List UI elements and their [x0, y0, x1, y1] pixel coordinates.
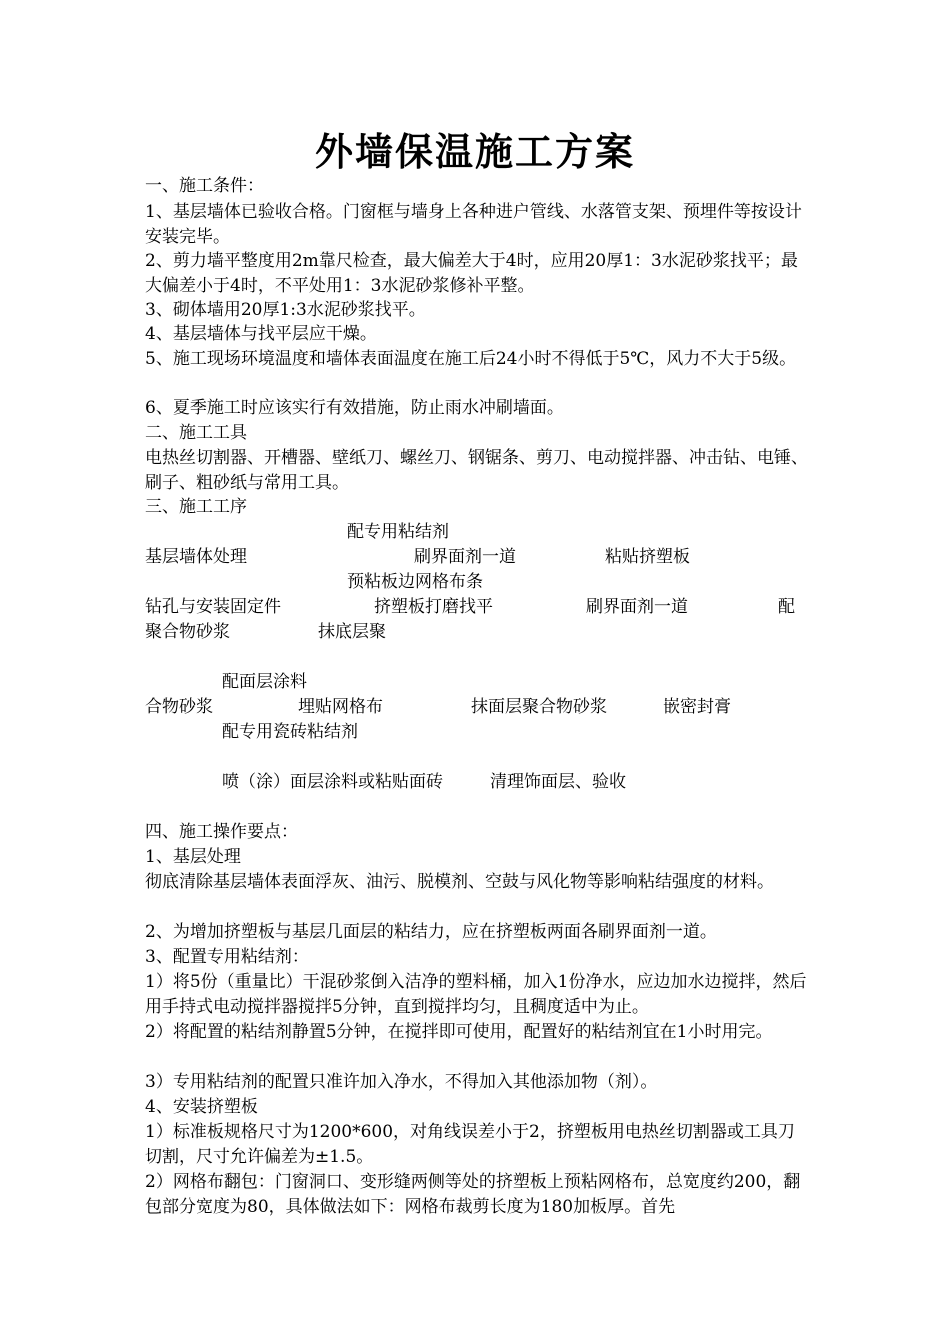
paragraph: 2、为增加挤塑板与基层几面层的粘结力，应在挤塑板两面各刷界面剂一道。 [145, 922, 717, 942]
flow-step: 配面层涂料 [222, 672, 307, 692]
flow-step: 聚合物砂浆 [145, 622, 230, 642]
paragraph: 2）网格布翻包：门窗洞口、变形缝两侧等处的挤塑板上预粘网格布，总宽度约200，翻包部分宽度为80，具体做法如下：网格布裁剪长度为180加板厚。首先 [145, 1172, 801, 1217]
flow-step: 配专用瓷砖粘结剂 [222, 722, 358, 742]
paragraph: 3、砌体墙用20厚1:3水泥砂浆找平。 [145, 300, 426, 320]
flow-step: 配 [778, 597, 795, 617]
flow-step: 嵌密封膏 [663, 697, 731, 717]
flow-step: 埋贴网格布 [298, 697, 383, 717]
section-heading: 三、施工工序 [145, 497, 247, 517]
paragraph: 2）将配置的粘结剂静置5分钟，在搅拌即可使用，配置好的粘结剂宜在1小时用完。 [145, 1022, 773, 1042]
paragraph: 3）专用粘结剂的配置只准许加入净水，不得加入其他添加物（剂）。 [145, 1072, 658, 1092]
paragraph: 5、施工现场环境温度和墙体表面温度在施工后24小时不得低于5℃，风力不大于5级。 [145, 349, 797, 369]
document-title: 外墙保温施工方案 [314, 129, 635, 174]
paragraph: 1、基层墙体已验收合格。门窗框与墙身上各种进户管线、水落管支架、预埋件等按设计安装完毕。 [145, 202, 802, 247]
paragraph: 4、安装挤塑板 [145, 1097, 258, 1117]
section-heading: 二、施工工具 [145, 423, 247, 443]
paragraph: 1）标准板规格尺寸为1200*600，对角线误差小于2，挤塑板用电热丝切割器或工具刀切割，尺寸允许偏差为±1.5。 [145, 1122, 795, 1167]
flow-step: 喷（涂）面层涂料或粘贴面砖 [222, 772, 443, 792]
flow-step: 钻孔与安装固定件 [145, 597, 281, 617]
flow-step: 基层墙体处理 [145, 547, 247, 567]
paragraph: 1）将5份（重量比）干混砂浆倒入洁净的塑料桶，加入1份净水，应边加水边搅拌，然后用手持式电动搅拌器搅拌5分钟，直到搅拌均匀，且稠度适中为止。 [145, 972, 807, 1017]
flow-step: 抹面层聚合物砂浆 [471, 697, 607, 717]
paragraph: 3、配置专用粘结剂： [145, 947, 309, 967]
paragraph: 彻底清除基层墙体表面浮灰、油污、脱模剂、空鼓与风化物等影响粘结强度的材料。 [145, 872, 774, 892]
flow-step: 预粘板边网格布条 [347, 572, 483, 592]
flow-step: 刷界面剂一道 [414, 547, 516, 567]
section-heading: 一、施工条件： [145, 176, 264, 196]
paragraph: 4、基层墙体与找平层应干燥。 [145, 324, 377, 344]
paragraph: 1、基层处理 [145, 847, 241, 867]
flow-step: 挤塑板打磨找平 [374, 597, 493, 617]
flow-step: 合物砂浆 [145, 697, 213, 717]
paragraph: 2、剪力墙平整度用2m靠尺检查，最大偏差大于4时，应用20厚1：3水泥砂浆找平；最大偏差小于4时，不平处用1：3水泥砂浆修补平整。 [145, 251, 798, 296]
flow-step: 抹底层聚 [318, 622, 386, 642]
section-heading: 四、施工操作要点： [145, 822, 298, 842]
flow-step: 粘贴挤塑板 [605, 547, 690, 567]
flow-step: 配专用粘结剂 [347, 522, 449, 542]
flow-step: 清理饰面层、验收 [490, 772, 626, 792]
flow-step: 刷界面剂一道 [586, 597, 688, 617]
paragraph: 6、夏季施工时应该实行有效措施，防止雨水冲刷墙面。 [145, 398, 564, 418]
paragraph: 电热丝切割器、开槽器、壁纸刀、螺丝刀、钢锯条、剪刀、电动搅拌器、冲击钻、电锤、刷子、粗砂纸与常用工具。 [145, 448, 808, 493]
